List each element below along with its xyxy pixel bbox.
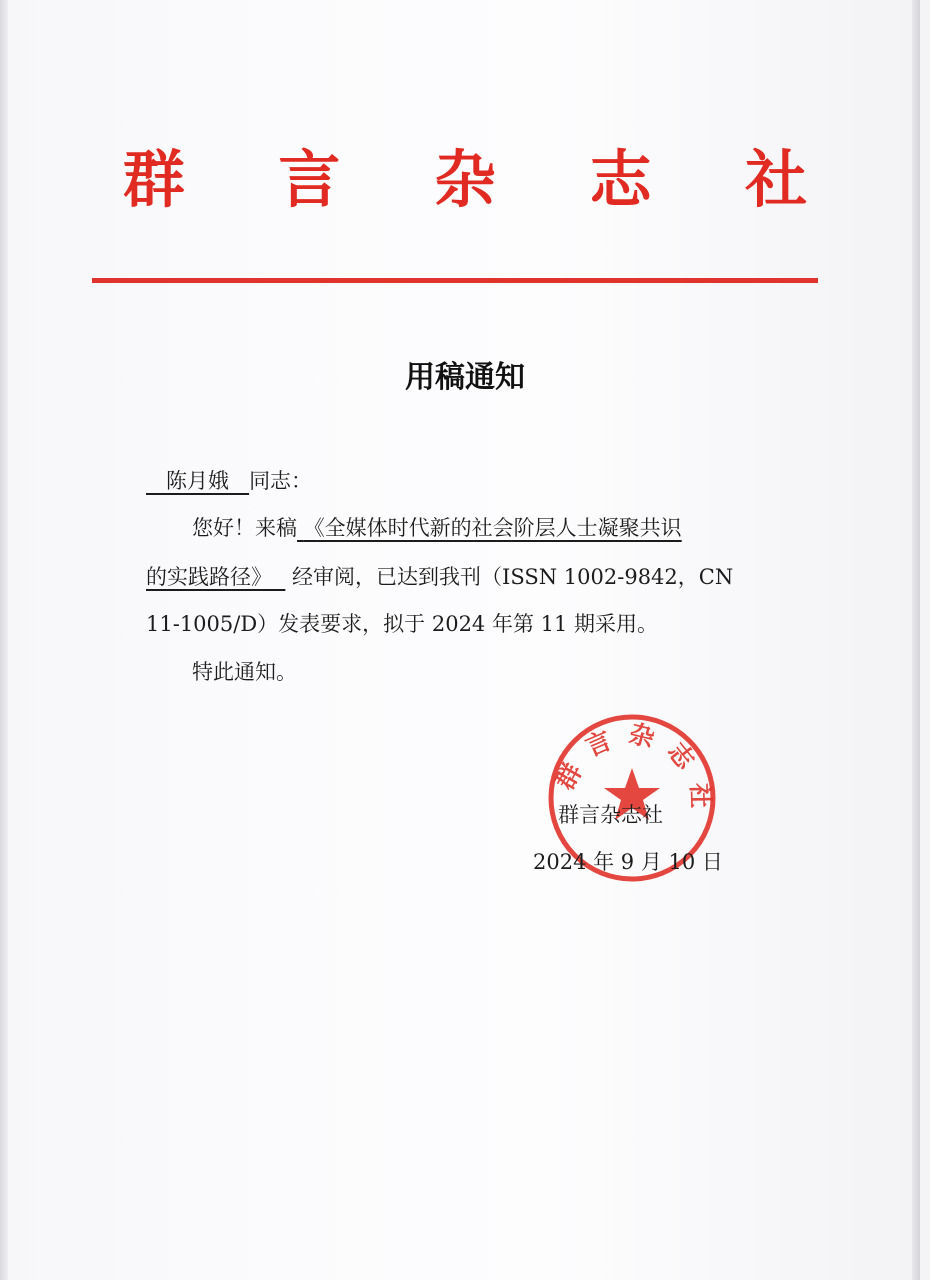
closing-text: 特此通知。 xyxy=(192,660,297,684)
body-line-1 xyxy=(192,513,682,543)
body-line-2 xyxy=(146,562,733,592)
greeting-text: 您好！来稿 xyxy=(192,516,297,540)
svg-text:群言杂志社: 群言杂志社 xyxy=(550,718,716,823)
closing-line xyxy=(192,657,297,687)
recipient-name: 陈月娥 xyxy=(166,469,230,493)
signature-org: 群言杂志社 xyxy=(558,803,663,827)
body-line-3 xyxy=(146,609,658,639)
article-title-part2: 的实践路径》 xyxy=(146,565,272,589)
letterhead-org-name: 群 言 杂 志 社 xyxy=(122,143,844,216)
letterhead-rule xyxy=(92,278,818,283)
salutation-suffix: 同志： xyxy=(249,469,313,493)
review-text: 经审阅，已达到我刊（ISSN 1002-9842，CN xyxy=(292,565,734,589)
salutation-line xyxy=(146,466,312,496)
article-title-part1: 《全媒体时代新的社会阶层人士凝聚共识 xyxy=(303,516,682,540)
notice-title: 用稿通知 xyxy=(405,360,525,395)
publication-text: 11-1005/D）发表要求，拟于 2024 年第 11 期采用。 xyxy=(146,612,659,636)
signature-date: 2024 年 9 月 10 日 xyxy=(533,850,723,874)
